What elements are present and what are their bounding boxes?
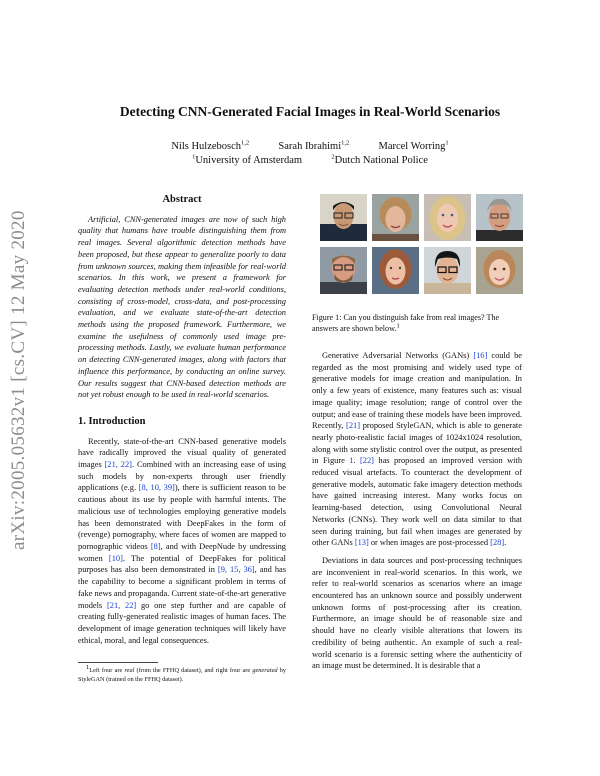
abstract-heading: Abstract bbox=[162, 194, 202, 205]
author-names bbox=[60, 140, 560, 154]
face-image bbox=[320, 194, 367, 241]
author-mark: 1 bbox=[445, 139, 449, 147]
body-paragraph: Generative Adversarial Networks (GANs) [16] could be regarded as the most promising and widely used type of generative models for image creation and manipulation. In only a few years of existence, many features such as: visual image quality; image resolution; range of control over the output; and ease of training these models have been improved. Recently, [21] proposed StyleGAN, which is able to generate nearly photo-realistic facial images of 1024x1024 resolution, along with some stylistic control over the output, as presented in Figure 1. [22] has proposed an improved version with reduced visual artefacts. To counteract the development of generative models, automatic fake imagery detection methods have gained increasing interest. Many works focus on learning-based detection, using Convolutional Neural Networks (CNNs). They work well on data similar to that seen during training, but fail when images are generated by other GANs [13] or when images are post-processed [28]. bbox=[312, 351, 523, 548]
body-paragraph: Deviations in data sources and post-processing techniques are inconvenient in real-world scenarios. In this work, we refer to real-world scenarios as scenarios where an image encountered has an unknown source and possibly underwent unknown forms of post-processing after its creation. Furthermore, an image should be of reasonable size and should have no clearly visible alterations that lowers its credibility of being authentic. An example of such a real-world scenario is a forensic setting where the authenticity of an image must be determined. It is desirable that a bbox=[312, 555, 522, 671]
figure-face-grid bbox=[320, 194, 522, 294]
left-column bbox=[78, 194, 286, 684]
affiliation: University of Amsterdam bbox=[195, 155, 303, 166]
abstract-text: Artificial, CNN-generated images are now of such high quality that humans have trouble distinguishing them from real images. Several algorithmic detection methods have been proposed, but these appear to generalize poorly to data from unknown sources, making them infeasible for real-world scenarios. In this work, we present a framework for evaluating detection methods under real-world conditions, consisting of cross-model, cross-data, and post-processing evaluation, and we evaluate state-of-the-art detection methods using the proposed framework. Furthermore, we examine the usefulness of commonly used image pre-processing methods. Lastly, we evaluate human performance on detecting CNN-generated images, along with factors that influence this performance, by conducting an online survey. Our results suggest that CNN-based detection methods are not yet robust enough to be used in real-world scenarios. bbox=[78, 214, 286, 400]
right-column bbox=[312, 194, 522, 672]
affiliation-mark: 2 bbox=[331, 153, 335, 161]
citation-link[interactable]: [10] bbox=[108, 553, 123, 563]
footnote-rule bbox=[78, 662, 158, 663]
citation-link[interactable]: [21, 22] bbox=[104, 460, 132, 470]
face-image bbox=[320, 247, 367, 294]
face-image bbox=[372, 194, 419, 241]
face-image bbox=[476, 194, 523, 241]
arxiv-stamp[interactable]: arXiv:2005.05632v1 [cs.CV] 12 May 2020 bbox=[8, 210, 29, 550]
footnote-mark[interactable]: 1 bbox=[396, 322, 400, 330]
citation-link[interactable]: [8] bbox=[150, 541, 161, 551]
affiliation-mark: 1 bbox=[192, 153, 196, 161]
author-block bbox=[60, 140, 560, 168]
author-name: Sarah Ibrahimi bbox=[278, 141, 342, 152]
author-name: Marcel Worring bbox=[378, 141, 446, 152]
citation-link[interactable]: [21, 22] bbox=[106, 600, 137, 610]
face-image bbox=[476, 247, 523, 294]
citation-link[interactable]: [9, 15, 36] bbox=[217, 565, 255, 575]
citation-link[interactable]: [13] bbox=[354, 538, 369, 548]
face-image bbox=[424, 194, 471, 241]
citation-link[interactable]: [21] bbox=[346, 421, 360, 431]
face-image bbox=[372, 247, 419, 294]
figure-link[interactable]: 1 bbox=[349, 456, 354, 466]
author-name: Nils Hulzebosch bbox=[171, 141, 242, 152]
citation-link[interactable]: [16] bbox=[473, 351, 488, 360]
author-mark: 1,2 bbox=[241, 139, 250, 147]
affiliations bbox=[60, 154, 560, 168]
citation-link[interactable]: [22] bbox=[360, 456, 374, 466]
introduction-heading: 1. Introduction bbox=[78, 415, 146, 427]
face-image bbox=[424, 247, 471, 294]
paper-title: Detecting CNN-Generated Facial Images in Real-World Scenarios bbox=[119, 104, 501, 119]
footnote: $^1$Left four are real (from the FFHQ dataset), and right four are generated by StyleGAN (trained on the FFHQ dataset). bbox=[78, 664, 286, 684]
author-mark: 1,2 bbox=[341, 139, 350, 147]
citation-link[interactable]: [28] bbox=[490, 538, 505, 548]
citation-link[interactable]: [8, 10, 39] bbox=[138, 483, 175, 493]
introduction-paragraph: Recently, state-of-the-art CNN-based generative models have radically improved the visual quality of generated images [21, 22]. Combined with an increasing ease of using such models by non-experts through user friendly applications (e.g. [8, 10, 39]), there is sufficient reason to be cautious about its use by people with harmful intents. The malicious use of technologies employing generative models has been demonstrated with DeepFakes in the form of (revenge) pornography, where faces of women are mapped to pornographic videos [8], and with DeepNude by undressing women [10]. The potential of DeepFakes for political purposes has also been demonstrated in [9, 15, 36], and has the capability to become a significant problem in terms of fake news and propaganda. Current state-of-the-art generative models [21, 22] go one step further and are capable of creating fully-generated realistic images of human faces. The development of image generation techniques will likely have ethical, moral, and legal consequences. bbox=[78, 436, 287, 645]
figure-caption: Figure 1: Can you distinguish fake from real images? The answers are shown below.$^1$ bbox=[312, 313, 500, 333]
affiliation: Dutch National Police bbox=[334, 155, 428, 166]
